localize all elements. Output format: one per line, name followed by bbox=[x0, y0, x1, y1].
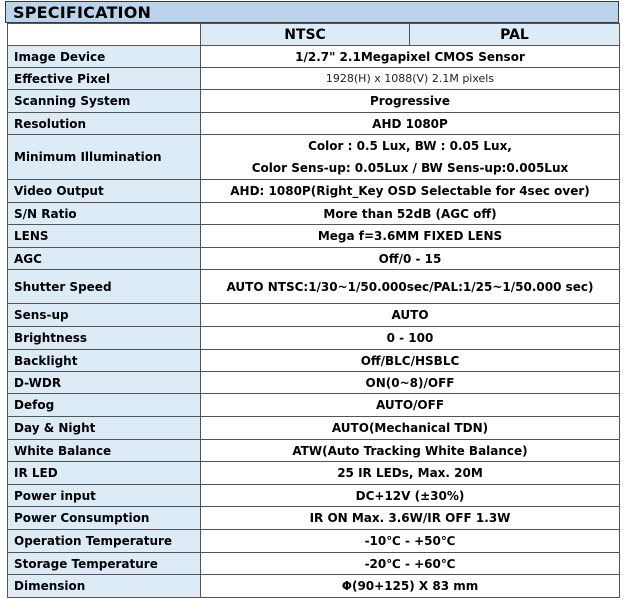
spec-value: IR ON Max. 3.6W/IR OFF 1.3W bbox=[201, 507, 620, 530]
spec-value: Off/BLC/HSBLC bbox=[201, 350, 620, 372]
spec-label: Day & Night bbox=[8, 417, 201, 440]
spec-label: Video Output bbox=[8, 180, 201, 203]
spec-table bbox=[7, 23, 620, 598]
spec-table-body bbox=[8, 46, 620, 598]
spec-value-line: Color Sens-up: 0.05Lux / BW Sens-up:0.005Lux bbox=[251, 161, 569, 175]
spec-value: Progressive bbox=[201, 90, 620, 113]
spec-row bbox=[8, 440, 620, 462]
spec-label: IR LED bbox=[8, 462, 201, 485]
spec-label: Resolution bbox=[8, 113, 201, 135]
spec-row bbox=[8, 462, 620, 485]
spec-row bbox=[8, 135, 620, 180]
header-ntsc: NTSC bbox=[201, 24, 410, 46]
header-row bbox=[8, 24, 620, 46]
spec-label: Dimension bbox=[8, 575, 201, 598]
spec-value: Φ(90+125) X 83 mm bbox=[201, 575, 620, 598]
spec-value: Mega f=3.6MM FIXED LENS bbox=[201, 225, 620, 248]
spec-label: LENS bbox=[8, 225, 201, 248]
spec-row bbox=[8, 372, 620, 394]
spec-row bbox=[8, 248, 620, 270]
spec-label: Sens-up bbox=[8, 304, 201, 327]
spec-row bbox=[8, 485, 620, 507]
spec-label: Scanning System bbox=[8, 90, 201, 113]
spec-row bbox=[8, 394, 620, 417]
spec-row bbox=[8, 68, 620, 90]
spec-label: Shutter Speed bbox=[8, 270, 201, 304]
spec-label: Storage Temperature bbox=[8, 553, 201, 575]
spec-value: DC+12V (±30%) bbox=[201, 485, 620, 507]
spec-label: Image Device bbox=[8, 46, 201, 68]
spec-row bbox=[8, 553, 620, 575]
spec-row bbox=[8, 46, 620, 68]
spec-value bbox=[201, 135, 620, 180]
spec-label: Power Consumption bbox=[8, 507, 201, 530]
spec-label: Minimum Illumination bbox=[8, 135, 201, 180]
spec-value: AUTO NTSC:1/30~1/50.000sec/PAL:1/25~1/50.000 sec) bbox=[201, 270, 620, 304]
spec-row bbox=[8, 180, 620, 203]
spec-label: Defog bbox=[8, 394, 201, 417]
spec-row bbox=[8, 203, 620, 225]
spec-label: Operation Temperature bbox=[8, 530, 201, 553]
spec-label: Brightness bbox=[8, 327, 201, 350]
spec-value: Off/0 - 15 bbox=[201, 248, 620, 270]
spec-row bbox=[8, 575, 620, 598]
spec-label: Power input bbox=[8, 485, 201, 507]
spec-row bbox=[8, 225, 620, 248]
spec-title: SPECIFICATION bbox=[13, 2, 152, 22]
spec-label: Backlight bbox=[8, 350, 201, 372]
spec-label: White Balance bbox=[8, 440, 201, 462]
spec-value: AUTO/OFF bbox=[201, 394, 620, 417]
spec-row bbox=[8, 270, 620, 304]
header-blank-cell bbox=[8, 24, 201, 46]
spec-row bbox=[8, 507, 620, 530]
spec-label: AGC bbox=[8, 248, 201, 270]
spec-title-bar bbox=[5, 1, 619, 23]
spec-value: AHD 1080P bbox=[201, 113, 620, 135]
spec-value: 1928(H) x 1088(V) 2.1M pixels bbox=[201, 68, 620, 90]
spec-value: AHD: 1080P(Right_Key OSD Selectable for 4sec over) bbox=[201, 180, 620, 203]
spec-row bbox=[8, 304, 620, 327]
spec-value: 0 - 100 bbox=[201, 327, 620, 350]
spec-value: -10℃ - +50℃ bbox=[201, 530, 620, 553]
spec-label: S/N Ratio bbox=[8, 203, 201, 225]
spec-row bbox=[8, 417, 620, 440]
spec-value: -20℃ - +60℃ bbox=[201, 553, 620, 575]
spec-value: 1/2.7" 2.1Megapixel CMOS Sensor bbox=[201, 46, 620, 68]
spec-value: ON(0~8)/OFF bbox=[201, 372, 620, 394]
spec-value: 25 IR LEDs, Max. 20M bbox=[201, 462, 620, 485]
spec-value: AUTO bbox=[201, 304, 620, 327]
spec-label: D-WDR bbox=[8, 372, 201, 394]
spec-value-line: Color : 0.5 Lux, BW : 0.05 Lux, bbox=[308, 139, 512, 153]
spec-row bbox=[8, 350, 620, 372]
spec-row bbox=[8, 530, 620, 553]
spec-row bbox=[8, 113, 620, 135]
spec-value: AUTO(Mechanical TDN) bbox=[201, 417, 620, 440]
spec-value: ATW(Auto Tracking White Balance) bbox=[201, 440, 620, 462]
spec-label: Effective Pixel bbox=[8, 68, 201, 90]
spec-value: More than 52dB (AGC off) bbox=[201, 203, 620, 225]
header-pal: PAL bbox=[410, 24, 620, 46]
spec-row bbox=[8, 327, 620, 350]
spec-row bbox=[8, 90, 620, 113]
